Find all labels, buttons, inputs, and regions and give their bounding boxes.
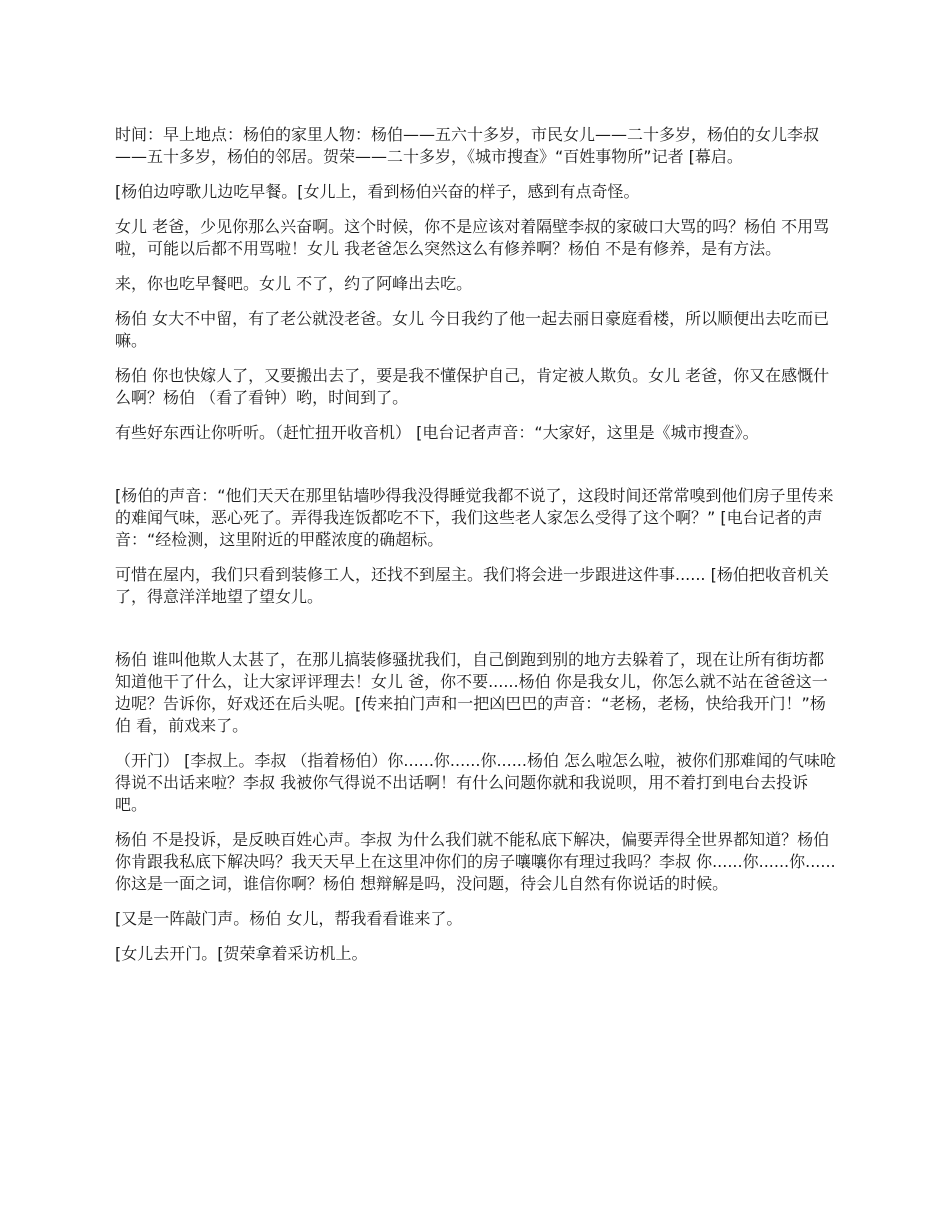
paragraph-dialogue-4: 杨伯 你也快嫁人了，又要搬出去了，要是我不懂保护自己，肯定被人欺负。女儿 老爸，你又在感慨什么啊？杨伯 （看了看钟）哟，时间到了。 <box>115 366 830 407</box>
paragraph-dialogue-2: 来，你也吃早餐吧。女儿 不了，约了阿峰出去吃。 <box>115 274 473 293</box>
paragraph-dialogue-6: （开门） [李叔上。李叔 （指着杨伯）你......你......你......杨伯 怎么啦怎么啦，被你们那难闻的气味呛得说不出话来啦？李叔 我被你气得说不出话啊！有什么问题你就和我说呗，用不着打到电台去投诉吧。 <box>115 751 837 814</box>
section-gap <box>115 621 840 649</box>
paragraph-radio-on: 有些好东西让你听听。（赶忙扭开收音机） [电台记者声音：“大家好，这里是《城市搜查》。 <box>115 423 759 442</box>
document-body <box>115 124 840 978</box>
paragraph-stage-direction-breakfast: [杨伯边哼歌儿边吃早餐。[女儿上，看到杨伯兴奋的样子，感到有点奇怪。 <box>115 182 640 201</box>
paragraph-dialogue-7: 杨伯 不是投诉，是反映百姓心声。李叔 为什么我们就不能私底下解决，偏要弄得全世界都知道？杨伯 你肯跟我私底下解决吗？我天天早上在这里冲你们的房子嚷嚷你有理过我吗？李叔 你......你......你......你这是一面之词，谁信你啊？杨伯 想辩解是吗，没问题，待会儿自然有你说话的时候。 <box>115 830 836 893</box>
paragraph-dialogue-1: 女儿 老爸，少见你那么兴奋啊。这个时候，你不是应该对着隔壁李叔的家破口大骂的吗？杨伯 不用骂啦，可能以后都不用骂啦！女儿 我老爸怎么突然这么有修养啊？杨伯 不是有修养，是有方法。 <box>115 217 830 258</box>
section-gap <box>115 457 840 485</box>
paragraph-radio-voice: [杨伯的声音：“他们天天在那里钻墙吵得我没得睡觉我都不说了，这段时间还常常嗅到他们房子里传来的难闻气味，恶心死了。弄得我连饭都吃不下，我们这些老人家怎么受得了这个啊？” [电台记者的声音：“经检测，这里附近的甲醛浓度的确超标。 <box>115 486 834 549</box>
paragraph-dialogue-5: 杨伯 谁叫他欺人太甚了，在那儿搞装修骚扰我们，自己倒跑到别的地方去躲着了，现在让所有街坊都知道他干了什么，让大家评评理去！女儿 爸，你不要......杨伯 你是我女儿，你怎么就不站在爸爸这一边呢？告诉你，好戏还在后头呢。[传来拍门声和一把凶巴巴的声音：“老杨，老杨，快给我开门！”杨伯 看，前戏来了。 <box>115 650 828 735</box>
paragraph-radio-off: 可惜在屋内，我们只看到装修工人，还找不到屋主。我们将会进一步跟进这件事...... [杨伯把收音机关了，得意洋洋地望了望女儿。 <box>115 565 829 606</box>
paragraph-setting: 时间：早上地点：杨伯的家里人物：杨伯——五六十多岁，市民女儿——二十多岁，杨伯的女儿李叔——五十多岁，杨伯的邻居。贺荣——二十多岁，《城市搜查》“百姓事物所”记者 [幕启。 <box>115 125 820 166</box>
paragraph-dialogue-3: 杨伯 女大不中留，有了老公就没老爸。女儿 今日我约了他一起去丽日豪庭看楼，所以顺便出去吃而已嘛。 <box>115 309 830 350</box>
paragraph-knock: [又是一阵敲门声。杨伯 女儿，帮我看看谁来了。 <box>115 909 463 928</box>
paragraph-door-open: [女儿去开门。[贺荣拿着采访机上。 <box>115 944 368 963</box>
